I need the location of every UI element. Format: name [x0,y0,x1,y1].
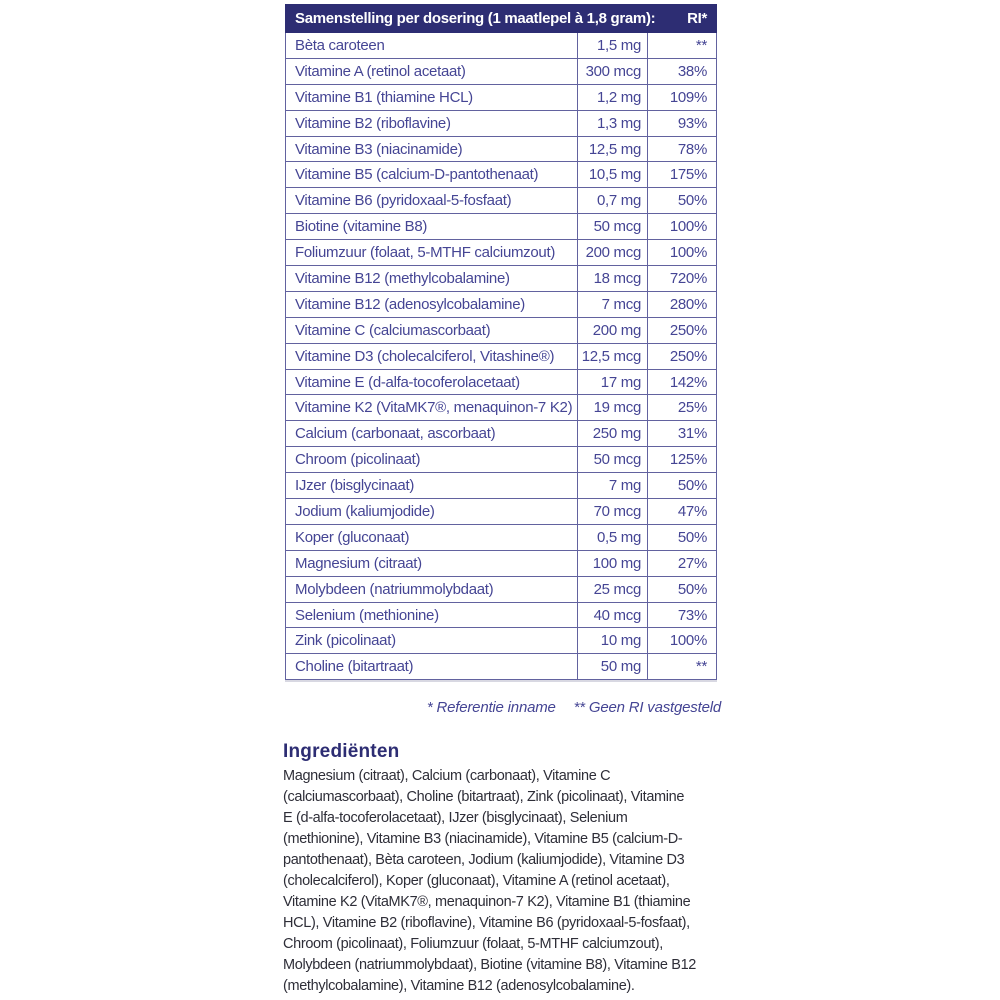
cell-amount: 1,2 mg [578,85,648,110]
table-body [285,33,717,680]
table-row [286,344,716,370]
table-row [286,111,716,137]
cell-nutrient-name: Jodium (kaliumjodide) [286,499,578,524]
cell-ri-percentage: 100% [669,632,707,650]
cell-ri-percentage: 47% [677,502,707,520]
cell-amount: 7 mcg [578,292,648,317]
cell-ri-percentage: 280% [669,295,707,313]
cell-amount: 200 mg [578,318,648,343]
cell-nutrient-name: Vitamine D3 (cholecalciferol, Vitashine®) [286,344,578,369]
table-row [286,447,716,473]
cell-amount: 0,5 mg [578,525,648,550]
cell-nutrient-name: Choline (bitartraat) [286,654,578,679]
cell-amount: 1,5 mg [578,33,648,58]
table-row [286,59,716,85]
table-row [286,33,716,59]
cell-amount: 12,5 mcg [578,344,648,369]
cell-ri-percentage: 50% [677,192,707,210]
table-row [286,292,716,318]
cell-ri-percentage: 50% [677,528,707,546]
cell-ri-percentage: 720% [669,269,707,287]
cell-amount: 50 mg [578,654,648,679]
table-row [286,421,716,447]
table-row [286,473,716,499]
table-row [286,499,716,525]
cell-nutrient-name: Vitamine B12 (adenosylcobalamine) [286,292,578,317]
table-row [286,214,716,240]
cell-ri-percentage: ** [695,658,707,676]
cell-ri-percentage: 109% [669,88,707,106]
cell-nutrient-name: Calcium (carbonaat, ascorbaat) [286,421,578,446]
cell-ri-percentage: 175% [669,166,707,184]
footnote-reference-intake: * Referentie inname [426,699,556,716]
footnote [285,699,721,716]
cell-ri-percentage: 125% [669,451,707,469]
cell-ri-percentage: 100% [669,218,707,236]
table-row [286,628,716,654]
table-row [286,525,716,551]
cell-amount: 10 mg [578,628,648,653]
cell-amount: 100 mg [578,551,648,576]
cell-amount: 50 mcg [578,214,648,239]
table-header [285,4,717,33]
cell-amount: 12,5 mg [578,137,648,162]
cell-ri-percentage: 250% [669,347,707,365]
cell-amount: 7 mg [578,473,648,498]
cell-amount: 40 mcg [578,603,648,628]
cell-nutrient-name: Foliumzuur (folaat, 5-MTHF calciumzout) [286,240,578,265]
cell-nutrient-name: Vitamine K2 (VitaMK7®, menaquinon-7 K2) [286,395,578,420]
cell-amount: 25 mcg [578,577,648,602]
cell-nutrient-name: Vitamine B6 (pyridoxaal-5-fosfaat) [286,188,578,213]
table-row [286,603,716,629]
cell-ri-percentage: ** [695,36,707,54]
cell-amount: 19 mcg [578,395,648,420]
footnote-no-ri-established: ** Geen RI vastgesteld [573,699,721,716]
cell-ri-percentage: 73% [677,606,707,624]
cell-amount: 250 mg [578,421,648,446]
table-row [286,85,716,111]
table-header-ri-label: RI* [687,10,707,27]
cell-nutrient-name: Chroom (picolinaat) [286,447,578,472]
cell-nutrient-name: Vitamine C (calciumascorbaat) [286,318,578,343]
cell-ri-percentage: 27% [677,554,707,572]
cell-amount: 200 mcg [578,240,648,265]
cell-amount: 70 mcg [578,499,648,524]
cell-nutrient-name: Vitamine B5 (calcium-D-pantothenaat) [286,162,578,187]
table-row [286,370,716,396]
cell-amount: 50 mcg [578,447,648,472]
cell-nutrient-name: Biotine (vitamine B8) [286,214,578,239]
cell-nutrient-name: Bèta caroteen [286,33,578,58]
cell-nutrient-name: Zink (picolinaat) [286,628,578,653]
cell-nutrient-name: Magnesium (citraat) [286,551,578,576]
table-row [286,188,716,214]
table-row [286,577,716,603]
cell-amount: 1,3 mg [578,111,648,136]
table-row [286,395,716,421]
cell-amount: 18 mcg [578,266,648,291]
cell-ri-percentage: 25% [677,399,707,417]
cell-nutrient-name: Vitamine B2 (riboflavine) [286,111,578,136]
cell-nutrient-name: Vitamine A (retinol acetaat) [286,59,578,84]
table-row [286,137,716,163]
table-row [286,318,716,344]
cell-ri-percentage: 100% [669,244,707,262]
cell-nutrient-name: Molybdeen (natriummolybdaat) [286,577,578,602]
table-row [286,240,716,266]
cell-ri-percentage: 50% [677,580,707,598]
cell-ri-percentage: 31% [677,425,707,443]
table-row [286,551,716,577]
composition-table [285,4,717,680]
cell-nutrient-name: Selenium (methionine) [286,603,578,628]
table-header-title: Samenstelling per dosering (1 maatlepel à 1,8 gram): [295,10,656,27]
cell-nutrient-name: Vitamine B3 (niacinamide) [286,137,578,162]
cell-ri-percentage: 38% [677,62,707,80]
cell-ri-percentage: 50% [677,477,707,495]
cell-nutrient-name: IJzer (bisglycinaat) [286,473,578,498]
cell-nutrient-name: Vitamine E (d-alfa-tocoferolacetaat) [286,370,578,395]
table-row [286,654,716,680]
cell-nutrient-name: Koper (gluconaat) [286,525,578,550]
table-row [286,162,716,188]
cell-ri-percentage: 250% [669,321,707,339]
ingredients-heading: Ingrediënten [283,741,400,762]
cell-amount: 17 mg [578,370,648,395]
cell-amount: 300 mcg [578,59,648,84]
cell-ri-percentage: 93% [677,114,707,132]
ingredients-text: Magnesium (citraat), Calcium (carbonaat), Vitamine C (calciumascorbaat), Choline (bitartraat), Zink (picolinaat), Vitamine E (d-alfa-tocoferolacetaat), IJzer (bisglycinaat), Selenium (methionine), Vitamine B3 (niacinamide), Vitamine B5 (calcium-D-pantothenaat), Bèta caroteen, Jodium (kaliumjodide), Vitamine D3 (cholecalciferol), Koper (gluconaat), Vitamine A (retinol acetaat), Vitamine K2 (VitaMK7®, menaquinon-7 K2), Vitamine B1 (thiamine HCL), Vitamine B2 (riboflavine), Vitamine B6 (pyridoxaal-5-fosfaat), Chroom (picolinaat), Foliumzuur (folaat, 5-MTHF calciumzout), Molybdeen (natriummolybdaat), Biotine (vitamine B8), Vitamine B12 (methylcobalamine), Vitamine B12 (adenosylcobalamine). [283,768,696,994]
table-row [286,266,716,292]
cell-ri-percentage: 78% [677,140,707,158]
cell-nutrient-name: Vitamine B12 (methylcobalamine) [286,266,578,291]
cell-amount: 0,7 mg [578,188,648,213]
cell-amount: 10,5 mg [578,162,648,187]
cell-ri-percentage: 142% [669,373,707,391]
cell-nutrient-name: Vitamine B1 (thiamine HCL) [286,85,578,110]
